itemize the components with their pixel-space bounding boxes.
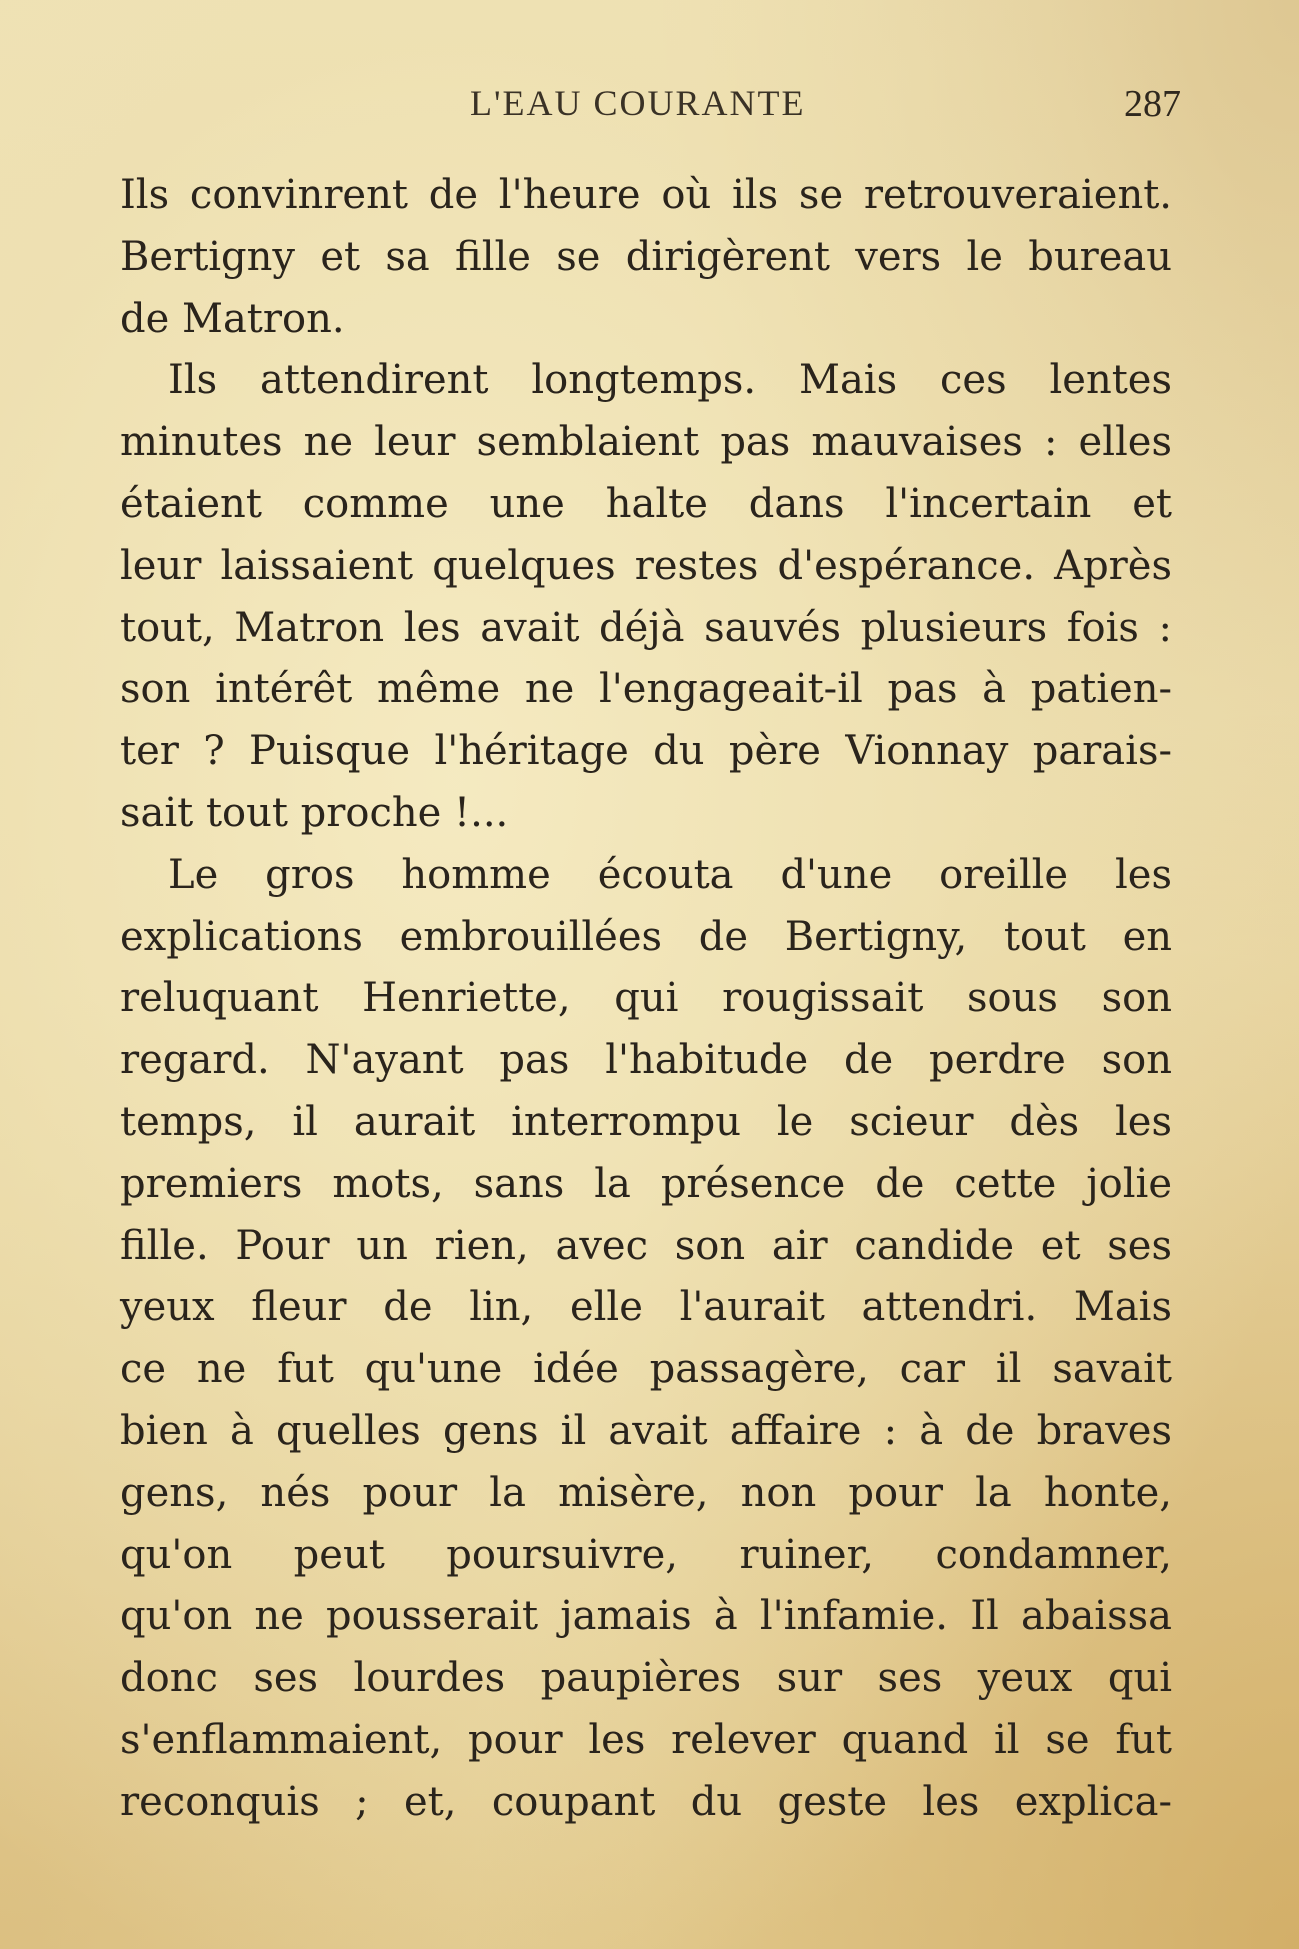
text-line: Bertigny et sa fille se dirigèrent vers le bureau: [120, 233, 1172, 280]
text-line: donc ses lourdes paupières sur ses yeux qui: [120, 1655, 1172, 1702]
text-line: étaient comme une halte dans l'incertain et: [120, 480, 1172, 527]
text-line: premiers mots, sans la présence de cette jolie: [120, 1160, 1172, 1207]
running-title: L'EAU COURANTE: [470, 83, 806, 123]
text-line: s'enflammaient, pour les relever quand il se fut: [120, 1716, 1172, 1763]
text-line: regard. N'ayant pas l'habitude de perdre son: [120, 1037, 1172, 1084]
text-line: sait tout proche !...: [120, 789, 509, 836]
text-line: qu'on ne pousserait jamais à l'infamie. Il abaissa: [120, 1593, 1172, 1640]
text-line: Ils attendirent longtemps. Mais ces lentes: [168, 357, 1172, 404]
text-line: minutes ne leur semblaient pas mauvaises : elles: [120, 419, 1172, 466]
text-line: temps, il aurait interrompu le scieur dès les: [120, 1098, 1172, 1145]
text-line: qu'on peut poursuivre, ruiner, condamner,: [120, 1531, 1172, 1578]
text-line: Ils convinrent de l'heure où ils se retrouveraient.: [120, 172, 1172, 218]
text-line: de Matron.: [120, 295, 345, 342]
body-text: [120, 165, 1172, 1834]
page-number: 287: [1124, 83, 1181, 125]
text-line: tout, Matron les avait déjà sauvés plusieurs fois :: [120, 604, 1172, 651]
text-line: explications embrouillées de Bertigny, tout en: [120, 913, 1172, 960]
text-line: fille. Pour un rien, avec son air candide et ses: [120, 1222, 1172, 1269]
text-line: bien à quelles gens il avait affaire : à de braves: [120, 1407, 1172, 1454]
text-line: reconquis ; et, coupant du geste les explica-: [120, 1778, 1172, 1825]
text-line: son intérêt même ne l'engageait-il pas à patien-: [120, 666, 1172, 713]
text-line: ter ? Puisque l'héritage du père Vionnay parais-: [120, 728, 1172, 775]
text-line: ce ne fut qu'une idée passagère, car il savait: [120, 1346, 1172, 1393]
text-line: reluquant Henriette, qui rougissait sous son: [120, 975, 1172, 1022]
text-line: leur laissaient quelques restes d'espérance. Après: [120, 542, 1172, 589]
text-line: Le gros homme écouta d'une oreille les: [168, 851, 1172, 898]
text-line: yeux fleur de lin, elle l'aurait attendri. Mais: [120, 1284, 1172, 1331]
page-header: [0, 82, 1299, 130]
text-line: gens, nés pour la misère, non pour la honte,: [120, 1469, 1172, 1516]
